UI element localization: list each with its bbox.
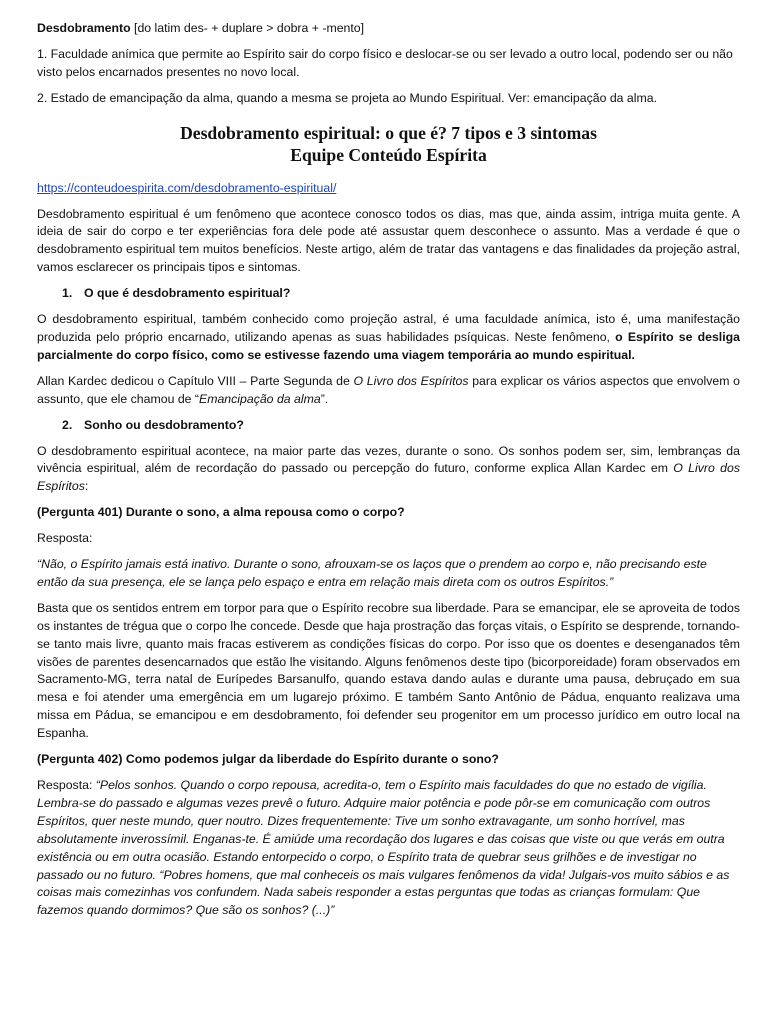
- section2-paragraph-1: [37, 443, 740, 497]
- answer-label-401: Resposta:: [37, 531, 93, 546]
- answer-label-402: Resposta:: [37, 778, 96, 792]
- section2-p1-end: :: [84, 479, 89, 494]
- section1-p1-text: O desdobramento espiritual, também conhecido como projeção astral, é uma faculdade anímica, isto é, uma manifestação produzida pelo próprio encarnado, utilizando apenas as suas habilidades psíquicas. Neste fenômeno,: [37, 312, 740, 344]
- section2-p1-text: O desdobramento espiritual acontece, na maior parte das vezes, durante o sono. Os sonhos podem ser, sim, lembranças da vivência espiritual, além de recordação do passado ou percepção do futuro, conforme explica Allan Kardec em: [37, 443, 740, 476]
- section1-paragraph-1: [37, 311, 740, 365]
- section1-p2-c: ”.: [320, 391, 329, 406]
- answer-402-text: “Pelos sonhos. Quando o corpo repousa, acredita-o, tem o Espírito mais faculdades do que no estado de vigília. Lembra-se do passado e algumas vezes prevê o futuro. Adquire maior potência e pode pôr-se em comunicação com outros Espíritos, quer neste mundo, quer noutro. Dizes frequentemente: Tive um sonho extravagante, um sonho horrível, mas absolutamente inverossímil. Enganas-te. É amiúde uma recordação dos lugares e das coisas que viste ou que verás em outra existência ou em outra ocasião. Estando entorpecido o corpo, o Espírito trata de quebrar seus grilhões e de investigar no passado ou no futuro. “Pobres homens, que mal conheceis os mais vulgares fenômenos da vida! Julgais-vos muito sábios e as coisas mais comezinhas vos confundem. Nada sabeis responder a estas perguntas que todas as crianças formulam: Que fazemos quando dormimos? Que são os sonhos? (...)”: [37, 778, 730, 918]
- section1-p2-b: para explicar os vários aspectos que envolvem o assunto, que ele chamou de “: [37, 373, 741, 406]
- section-heading-1-text: O que é desdobramento espiritual?: [84, 286, 291, 301]
- article-title: Desdobramento espiritual: o que é? 7 tipos e 3 sintomas: [180, 122, 597, 143]
- section1-p2-a: Allan Kardec dedicou o Capítulo VIII – Parte Segunda de: [37, 373, 354, 388]
- question-402: (Pergunta 402) Como podemos julgar da liberdade do Espírito durante o sono?: [37, 752, 499, 767]
- answer-401: “Não, o Espírito jamais está inativo. Durante o sono, afrouxam-se os laços que o prendem ao corpo e, não precisando este então da sua presença, ele se lança pelo espaço e entra em relação mais direta com os outros Espíritos.”: [37, 557, 707, 589]
- entry-definition-1: 1. Faculdade anímica que permite ao Espírito sair do corpo físico e deslocar-se ou ser levado a outro local, podendo ser ou não visto pelos encarnados presentes no novo local.: [37, 46, 733, 79]
- entry-definition-2: 2. Estado de emancipação da alma, quando a mesma se projeta ao Mundo Espiritual. Ver: emancipação da alma.: [37, 90, 657, 105]
- entry-term: Desdobramento: [37, 21, 131, 35]
- source-link[interactable]: https://conteudoespirita.com/desdobramento-espiritual/: [37, 180, 337, 195]
- section-number-2: 2.: [62, 417, 73, 432]
- section-heading-2-text: Sonho ou desdobramento?: [84, 417, 244, 432]
- section1-p2-term: Emancipação da alma: [199, 391, 321, 406]
- section-heading-2: [37, 417, 740, 435]
- section-heading-1: [37, 285, 740, 303]
- entry-etymology: [do latim des- + duplare > dobra + -mento]: [130, 21, 365, 35]
- answer-402: [37, 777, 740, 920]
- question-401: (Pergunta 401) Durante o sono, a alma repousa como o corpo?: [37, 505, 405, 520]
- section1-p2-book: O Livro dos Espíritos: [353, 373, 469, 388]
- section1-paragraph-2: [37, 373, 740, 409]
- section2-p1-book: O Livro dos Espíritos: [37, 461, 740, 494]
- section2-paragraph-2: Basta que os sentidos entrem em torpor para que o Espírito recobre sua liberdade. Para se emancipar, ele se aproveita de todos os instantes de trégua que o corpo lhe concede. Desde que haja prostração das forças vitais, o Espírito se desprende, tornando-se tanto mais livre, quanto mais fracas estiverem as condições físicas do corpo. Por isso que os doentes e desenganados têm visões de parentes desencarnados que estão lhe visitando. Alguns fenômenos deste tipo (bicorporeidade) foram observados em Sacramento-MG, terra natal de Eurípedes Barsanulfo, quando estava dando aulas e durante uma pausa, debruçado em sua mesa e foi atender uma emergência em um lugarejo próximo. E também Santo Antônio de Pádua, enquanto realizava uma missa em Pádua, se emancipou e em desdobramento, foi defender seu progenitor em um processo jurídico em outro local na Espanha.: [37, 600, 740, 741]
- article-title-block: [37, 122, 740, 166]
- intro-paragraph: Desdobramento espiritual é um fenômeno que acontece conosco todos os dias, mas que, ainda assim, intriga muita gente. A ideia de sair do corpo e ter experiências fora dele pode até assustar quem desconhece o assunto. Mas a verdade é que o desdobramento espiritual tem muitos benefícios. Neste artigo, além de tratar das vantagens e das finalidades da projeção astral, vamos esclarecer os principais tipos e sintomas.: [37, 206, 740, 275]
- dictionary-entry: [37, 20, 740, 38]
- article-subtitle: Equipe Conteúdo Espírita: [290, 144, 487, 165]
- section1-p1-bold: o Espírito se desliga parcialmente do corpo físico, como se estivesse fazendo uma viagem temporária ao mundo espiritual.: [37, 329, 740, 362]
- section-number-1: 1.: [62, 286, 73, 301]
